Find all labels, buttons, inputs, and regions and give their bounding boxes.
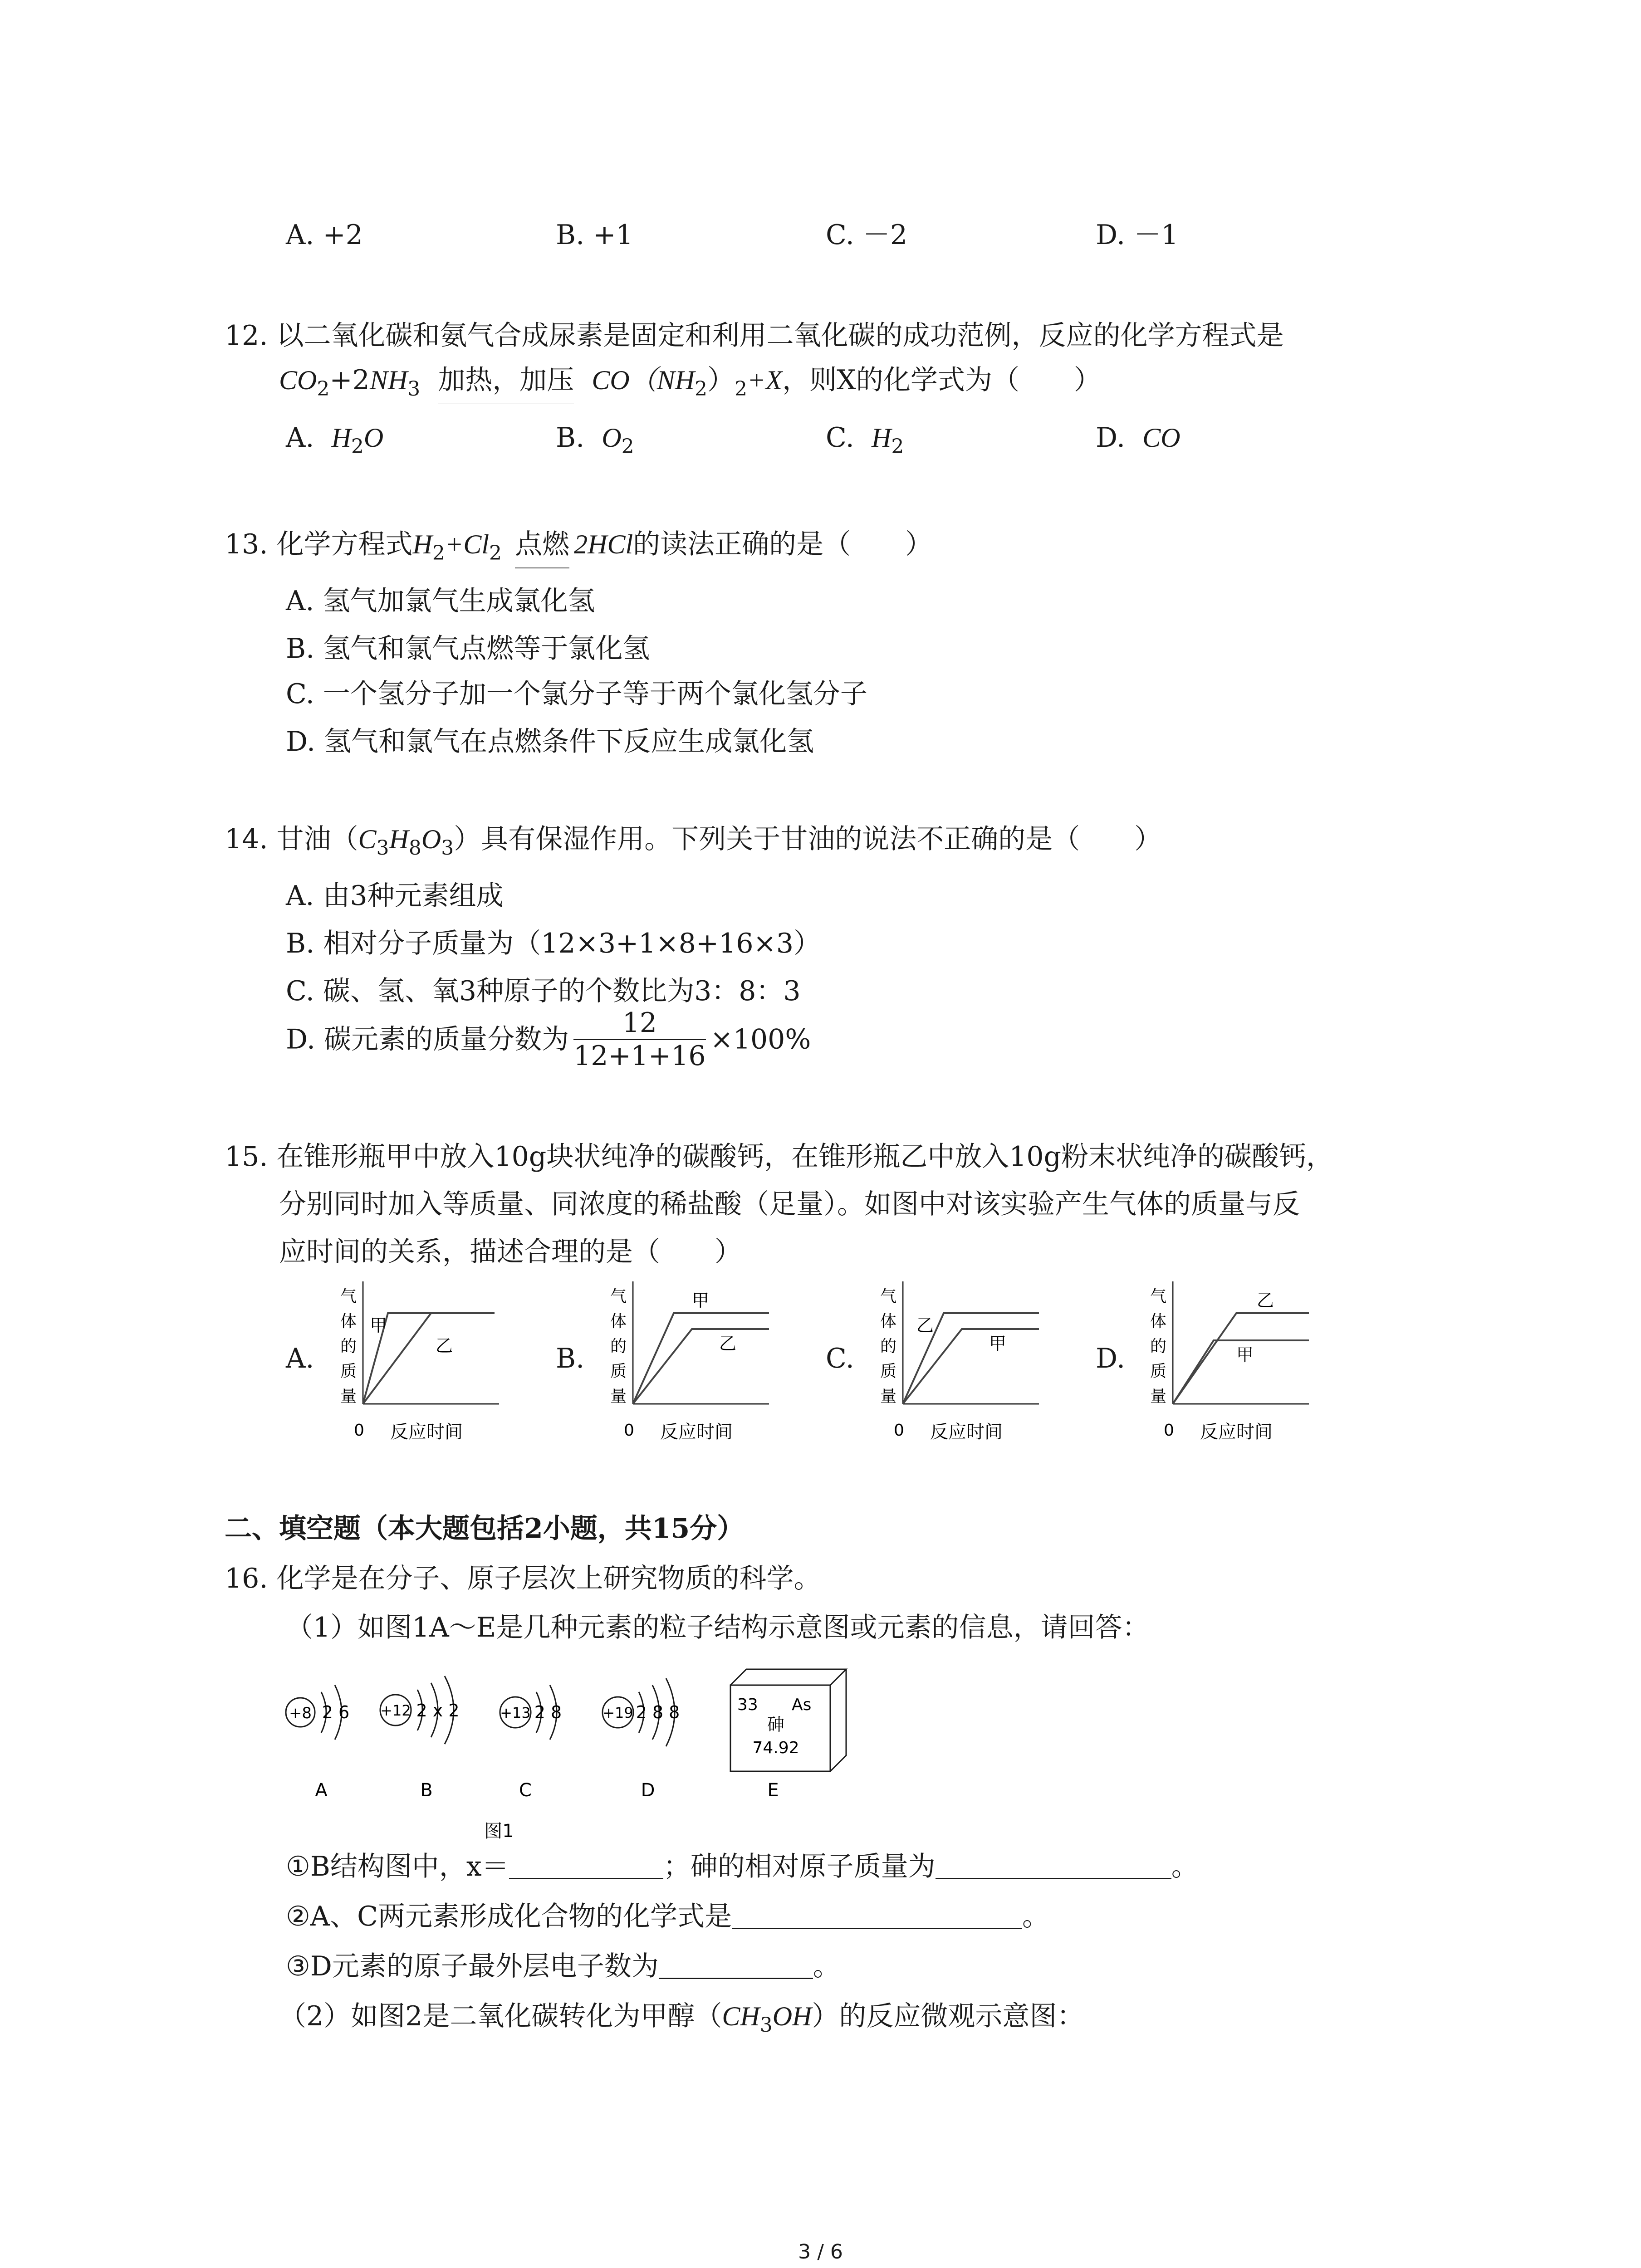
graph-c-ylabel-char: 气	[880, 1287, 897, 1306]
q16-part1: （1）如图1A～E是几种元素的粒子结构示意图或元素的信息，请回答：	[286, 1612, 1150, 1643]
graph-d-origin: 0	[1164, 1421, 1174, 1440]
element-e-number: 33	[737, 1696, 758, 1714]
q15-graph-b-label: B.	[556, 1343, 585, 1374]
q14-option-c: C. 碳、氢、氧3种原子的个数比为3：8：3	[286, 975, 801, 1007]
figure-1	[263, 1660, 889, 1851]
graph-d-xlabel: 反应时间	[1200, 1422, 1273, 1442]
graph-d-ylabel-char: 量	[1150, 1387, 1167, 1406]
q15-stem-line1: 15. 在锥形瓶甲中放入10g块状纯净的碳酸钙，在锥形瓶乙中放入10g粉末状纯净的碳酸钙，	[225, 1141, 1334, 1173]
graph-b-line-2	[633, 1329, 769, 1404]
q14-fraction: $\frac{12}{12+1+16}$	[573, 1007, 706, 1072]
q16-question-2: ②A、C两元素形成化合物的化学式是 。	[286, 1901, 1050, 1932]
atom-b-electrons: 2 x 2	[416, 1701, 460, 1721]
atom-a-nucleus: +8	[289, 1704, 312, 1722]
graph-a-ylabel-char: 体	[340, 1312, 357, 1331]
answer-blank-mass[interactable]	[936, 1851, 1171, 1879]
atom-a-label: A	[315, 1780, 328, 1801]
atom-c-label: C	[519, 1780, 532, 1801]
atom-c-electrons: 2 8	[534, 1702, 562, 1722]
q13-option-d: D. 氢气和氯气在点燃条件下反应生成氯化氢	[286, 726, 814, 758]
q15-stem-line2: 分别同时加入等质量、同浓度的稀盐酸（足量）。如图中对该实验产生气体的质量与反	[279, 1188, 1300, 1220]
graph-b-ylabel-char: 体	[610, 1312, 627, 1331]
graph-c-ylabel-char: 质	[880, 1362, 897, 1381]
q12-option-a: A. $H_2O$	[286, 422, 384, 458]
q11-option-d: D. －1	[1096, 219, 1179, 251]
answer-blank-x[interactable]	[509, 1851, 663, 1879]
page-number: 3 / 6	[798, 2240, 843, 2263]
atom-d-label: D	[641, 1780, 655, 1801]
q16-question-3: ③D元素的原子最外层电子数为 。	[286, 1950, 840, 1982]
atom-d-nucleus: +19	[603, 1704, 633, 1721]
graph-c-series-label: 乙	[916, 1315, 934, 1335]
q12-option-d: D. CO	[1096, 422, 1181, 454]
graph-d-ylabel-char: 的	[1150, 1337, 1167, 1356]
figure-1-caption: 图1	[484, 1821, 514, 1842]
q12-option-b: B. $O_2$	[556, 422, 634, 458]
q14-stem: 14. 甘油$(C_3H_8O_3)$具有保湿作用。下列关于甘油的说法不正确的是（ ）	[225, 823, 1162, 860]
q13-stem: 13. 化学方程式$H_2+Cl_2$ 点燃 2HCl的读法正确的是（ ）	[225, 526, 932, 572]
graph-a-ylabel-char: 量	[340, 1387, 357, 1406]
q11-option-a: A. +2	[286, 219, 363, 251]
atom-c-nucleus: +13	[500, 1704, 531, 1721]
graph-c-ylabel-char: 体	[880, 1312, 897, 1331]
atom-d-electrons: 2 8 8	[636, 1702, 680, 1722]
q13-option-b: B. 氢气和氯气点燃等于氯化氢	[286, 633, 650, 665]
atom-b-nucleus: +12	[380, 1702, 411, 1719]
graph-c-line-2	[903, 1329, 1039, 1404]
graph-b-ylabel-char: 量	[610, 1387, 627, 1406]
q12-reaction-condition: 加热，加压	[438, 362, 574, 404]
graph-b-ylabel-char: 气	[610, 1287, 627, 1306]
graph-a-ylabel-char: 质	[340, 1362, 357, 1381]
q16-question-1: ①B结构图中，x＝ ；砷的相对原子质量为 。	[286, 1851, 1199, 1882]
q13-option-c: C. 一个氢分子加一个氯分子等于两个氯化氢分子	[286, 678, 867, 710]
q15-stem-line3: 应时间的关系，描述合理的是（ ）	[279, 1236, 742, 1268]
element-e-label: E	[767, 1780, 779, 1801]
q13-option-a: A. 氢气加氯气生成氯化氢	[286, 585, 595, 617]
q14-option-d: D. 碳元素的质量分数为 $\frac{12}{12+1+16}$ ×100%	[286, 1007, 811, 1072]
q12-option-c: C. $H_2$	[826, 422, 904, 458]
atom-a-electrons: 2 6	[322, 1702, 350, 1722]
q16-stem: 16. 化学是在分子、原子层次上研究物质的科学。	[225, 1563, 821, 1594]
atom-b-label: B	[420, 1780, 433, 1801]
q14-option-a: A. 由3种元素组成	[286, 880, 504, 912]
graph-c-xlabel: 反应时间	[930, 1422, 1003, 1442]
graph-a-series-label: 乙	[436, 1336, 453, 1356]
graph-d-ylabel-char: 质	[1150, 1362, 1167, 1381]
graph-a-ylabel-char: 的	[340, 1337, 357, 1356]
q12-stem: 12. 以二氧化碳和氨气合成尿素是固定和利用二氧化碳的成功范例，反应的化学方程式是	[225, 320, 1284, 352]
section-heading: 二、填空题（本大题包括2小题，共15分）	[225, 1513, 745, 1545]
graph-b-origin: 0	[624, 1421, 634, 1440]
answer-blank-electrons[interactable]	[659, 1950, 813, 1979]
q13-reaction-condition: 点燃	[515, 526, 569, 568]
q14-option-b: B. 相对分子质量为（12×3+1×8+16×3）	[286, 928, 821, 959]
element-e-name: 砷	[767, 1715, 785, 1735]
graph-d-ylabel-char: 气	[1150, 1287, 1167, 1306]
q12-equation: $CO_2+2NH_3$ 加热，加压 $CO(NH_2)_2+X$，则X的化学式为（ ）	[279, 362, 1101, 407]
graph-b-xlabel: 反应时间	[660, 1422, 733, 1442]
element-e-mass: 74.92	[752, 1739, 799, 1757]
graph-b-ylabel-char: 质	[610, 1362, 627, 1381]
graph-b-series-label: 乙	[719, 1334, 737, 1354]
graph-c-ylabel-char: 的	[880, 1337, 897, 1356]
graph-c-origin: 0	[894, 1421, 904, 1440]
graph-a-xlabel: 反应时间	[390, 1422, 463, 1442]
graph-d-series-label: 甲	[1236, 1345, 1254, 1365]
graph-a-ylabel-char: 气	[340, 1287, 357, 1306]
q15-graph-d-label: D.	[1096, 1343, 1126, 1374]
graph-b-line-1	[633, 1313, 769, 1404]
graph-b-ylabel-char: 的	[610, 1337, 627, 1356]
graph-d-ylabel-char: 体	[1150, 1312, 1167, 1331]
graph-d-series-label: 乙	[1257, 1290, 1274, 1310]
graph-a-origin: 0	[354, 1421, 364, 1440]
q16-part2: （2）如图2是二氧化碳转化为甲醇$(CH_3OH)$的反应微观示意图：	[279, 2000, 1084, 2037]
graph-b-series-label: 甲	[692, 1290, 710, 1310]
answer-blank-formula[interactable]	[732, 1901, 1022, 1929]
graph-c-series-label: 甲	[989, 1334, 1007, 1354]
graph-a-series-label: 甲	[370, 1315, 387, 1335]
q11-option-c: C. －2	[826, 219, 908, 251]
q15-graph-c-label: C.	[826, 1343, 854, 1374]
q15-graph-a-label: A.	[286, 1343, 314, 1374]
q11-option-b: B. +1	[556, 219, 633, 251]
element-e-symbol: As	[792, 1696, 812, 1714]
graph-c-ylabel-char: 量	[880, 1387, 897, 1406]
